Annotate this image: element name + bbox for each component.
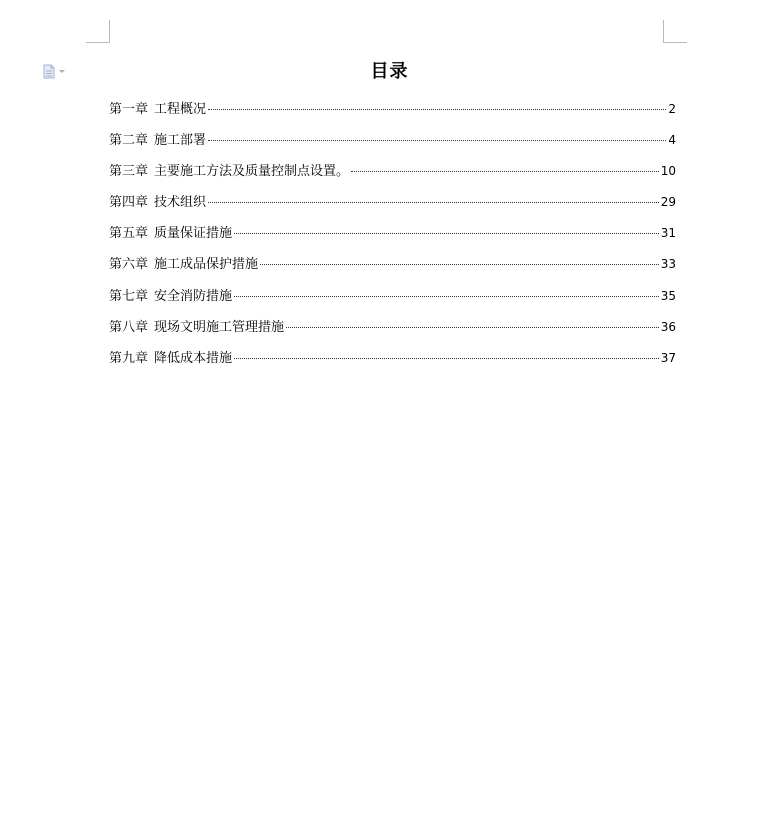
toc-dot-leader bbox=[351, 171, 659, 172]
toc-chapter-title: 降低成本措施 bbox=[154, 350, 233, 366]
toc-dot-leader bbox=[208, 202, 659, 203]
toc-entry[interactable] bbox=[109, 346, 676, 377]
toc-dot-leader bbox=[260, 264, 659, 265]
toc-chapter: 第二章 bbox=[109, 133, 149, 149]
toc-entry[interactable] bbox=[109, 315, 676, 346]
toc-chapter: 第四章 bbox=[109, 195, 149, 211]
toc-chapter: 第三章 bbox=[109, 164, 149, 180]
toc-chapter: 第八章 bbox=[109, 319, 149, 335]
toc-entry[interactable] bbox=[109, 190, 676, 221]
toc-chapter: 第六章 bbox=[109, 257, 149, 273]
toc-entry-label bbox=[109, 316, 284, 340]
toc-entry[interactable] bbox=[109, 252, 676, 283]
toc-entry-label bbox=[109, 285, 232, 309]
toc-page-number: 2 bbox=[668, 102, 676, 116]
toc-page-number: 10 bbox=[660, 164, 676, 179]
toc-chapter-title: 施工成品保护措施 bbox=[154, 257, 259, 273]
toc-page-number: 33 bbox=[660, 257, 676, 272]
toc-title: 目录 bbox=[370, 61, 409, 82]
table-of-contents bbox=[109, 97, 676, 377]
toc-dot-leader bbox=[286, 327, 659, 328]
toc-page-number: 29 bbox=[660, 195, 676, 210]
toc-dot-leader bbox=[234, 296, 659, 297]
toc-entry[interactable] bbox=[109, 128, 676, 159]
toc-entry-label bbox=[109, 222, 232, 246]
toc-chapter: 第七章 bbox=[109, 288, 149, 304]
toc-entry-label bbox=[109, 253, 258, 277]
toc-page-number: 4 bbox=[668, 133, 676, 148]
toc-entry-label bbox=[109, 129, 206, 153]
toc-entry[interactable] bbox=[109, 284, 676, 315]
toc-chapter-title: 主要施工方法及质量控制点设置。 bbox=[154, 164, 350, 180]
toc-entry-label bbox=[109, 160, 349, 184]
margin-corner-top-left bbox=[86, 20, 110, 43]
toc-chapter-title: 施工部署 bbox=[154, 133, 207, 149]
toc-entry-label bbox=[109, 98, 206, 122]
toc-dot-leader bbox=[234, 358, 659, 359]
margin-corner-top-right bbox=[663, 20, 687, 43]
toc-entry[interactable] bbox=[109, 159, 676, 190]
toc-chapter: 第九章 bbox=[109, 350, 149, 366]
toc-dot-leader bbox=[234, 233, 659, 234]
toc-chapter: 第一章 bbox=[109, 102, 149, 117]
toc-page-number: 37 bbox=[660, 350, 676, 365]
toc-dot-leader bbox=[208, 109, 666, 110]
toc-chapter-title: 工程概况 bbox=[154, 102, 207, 117]
toc-entry[interactable] bbox=[109, 97, 676, 128]
toc-page-number: 31 bbox=[660, 226, 676, 241]
toc-chapter-title: 现场文明施工管理措施 bbox=[154, 319, 285, 335]
toc-entry-label bbox=[109, 191, 206, 215]
toc-page-number: 35 bbox=[660, 288, 676, 303]
toc-chapter: 第五章 bbox=[109, 226, 149, 242]
toc-page-number: 36 bbox=[660, 319, 676, 334]
toc-chapter-title: 质量保证措施 bbox=[154, 226, 233, 242]
toc-entry[interactable] bbox=[109, 221, 676, 252]
toc-entry-label bbox=[109, 347, 232, 371]
toc-chapter-title: 安全消防措施 bbox=[154, 288, 233, 304]
toc-dot-leader bbox=[208, 140, 666, 141]
toc-chapter-title: 技术组织 bbox=[154, 195, 207, 211]
